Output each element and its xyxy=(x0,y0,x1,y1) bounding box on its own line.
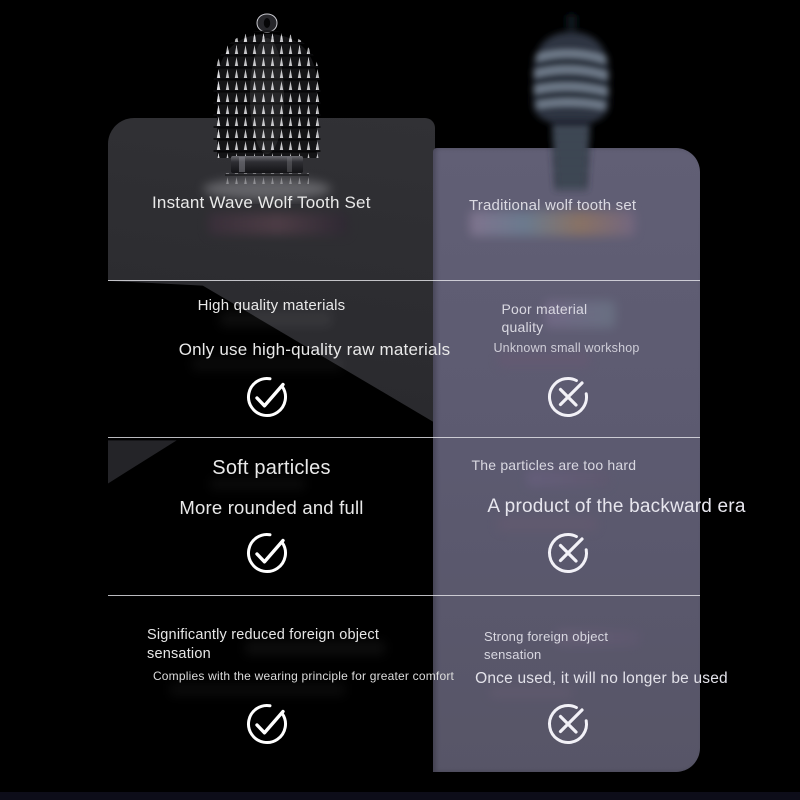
left-row1-heading: High quality materials xyxy=(197,297,346,314)
left-row2-heading: Soft particles xyxy=(212,457,331,479)
right-row3-subheading: Once used, it will no longer be used xyxy=(475,670,728,687)
censored-blur xyxy=(170,683,345,696)
row-divider xyxy=(108,595,700,596)
cross-circle-icon xyxy=(544,529,592,577)
left-row2-subheading: More rounded and full xyxy=(179,497,364,518)
censored-blur xyxy=(490,687,572,698)
left-row1-subheading: Only use high-quality raw materials xyxy=(178,340,451,359)
cross-circle-icon xyxy=(544,373,592,421)
check-circle-icon xyxy=(243,700,291,748)
row-divider xyxy=(108,280,700,281)
censored-blur xyxy=(208,213,348,235)
right-row2-subheading: A product of the backward era xyxy=(487,496,746,517)
bottom-accent-strip xyxy=(0,792,800,800)
right-row1-heading: Poor material quality xyxy=(501,301,588,336)
row-divider xyxy=(108,437,700,438)
right-row1-subheading: Unknown small workshop xyxy=(493,341,640,355)
blurred-traditional-set-photo xyxy=(503,8,643,200)
cross-circle-icon xyxy=(544,700,592,748)
left-product-title: Instant Wave Wolf Tooth Set xyxy=(152,193,371,212)
check-circle-icon xyxy=(243,373,291,421)
left-row3-subheading: Complies with the wearing principle for greater comfort xyxy=(152,669,455,683)
wolf-tooth-sleeve-photo xyxy=(187,8,347,204)
censored-blur xyxy=(470,211,635,236)
left-row3-heading: Significantly reduced foreign object sensation xyxy=(147,627,380,662)
check-circle-icon xyxy=(243,529,291,577)
right-row2-heading: The particles are too hard xyxy=(471,457,637,473)
right-product-title: Traditional wolf tooth set xyxy=(469,197,637,214)
right-row3-heading: Strong foreign object sensation xyxy=(484,629,609,662)
